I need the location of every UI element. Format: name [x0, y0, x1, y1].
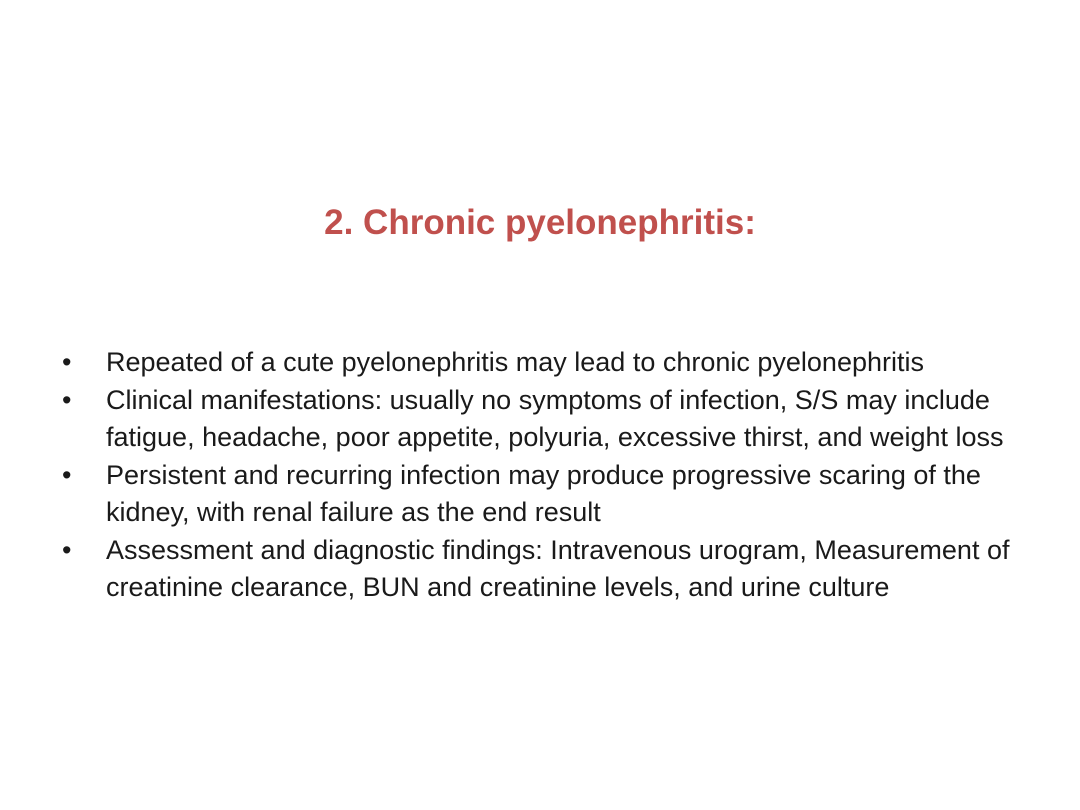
bullet-marker: •	[62, 385, 72, 415]
bullet-item	[60, 382, 1020, 456]
bullet-text: Persistent and recurring infection may produce progressive scaring of the kidney, with renal failure as the end result	[106, 460, 981, 527]
bullet-item	[60, 532, 1020, 606]
bullet-item	[60, 344, 1020, 381]
bullet-text: Assessment and diagnostic findings: Intravenous urogram, Measurement of creatinine clearance, BUN and creatinine levels, and urine culture	[106, 535, 1010, 602]
bullet-marker: •	[62, 460, 72, 490]
bullet-marker: •	[62, 535, 72, 565]
bullet-text: Clinical manifestations: usually no symptoms of infection, S/S may include fatigue, headache, poor appetite, polyuria, excessive thirst, and weight loss	[106, 385, 1004, 452]
bullet-list	[60, 344, 1020, 607]
bullet-item	[60, 457, 1020, 531]
bullet-marker: •	[62, 347, 72, 377]
bullet-text: Repeated of a cute pyelonephritis may lead to chronic pyelonephritis	[106, 347, 924, 377]
slide-title: 2. Chronic pyelonephritis:	[324, 203, 756, 242]
